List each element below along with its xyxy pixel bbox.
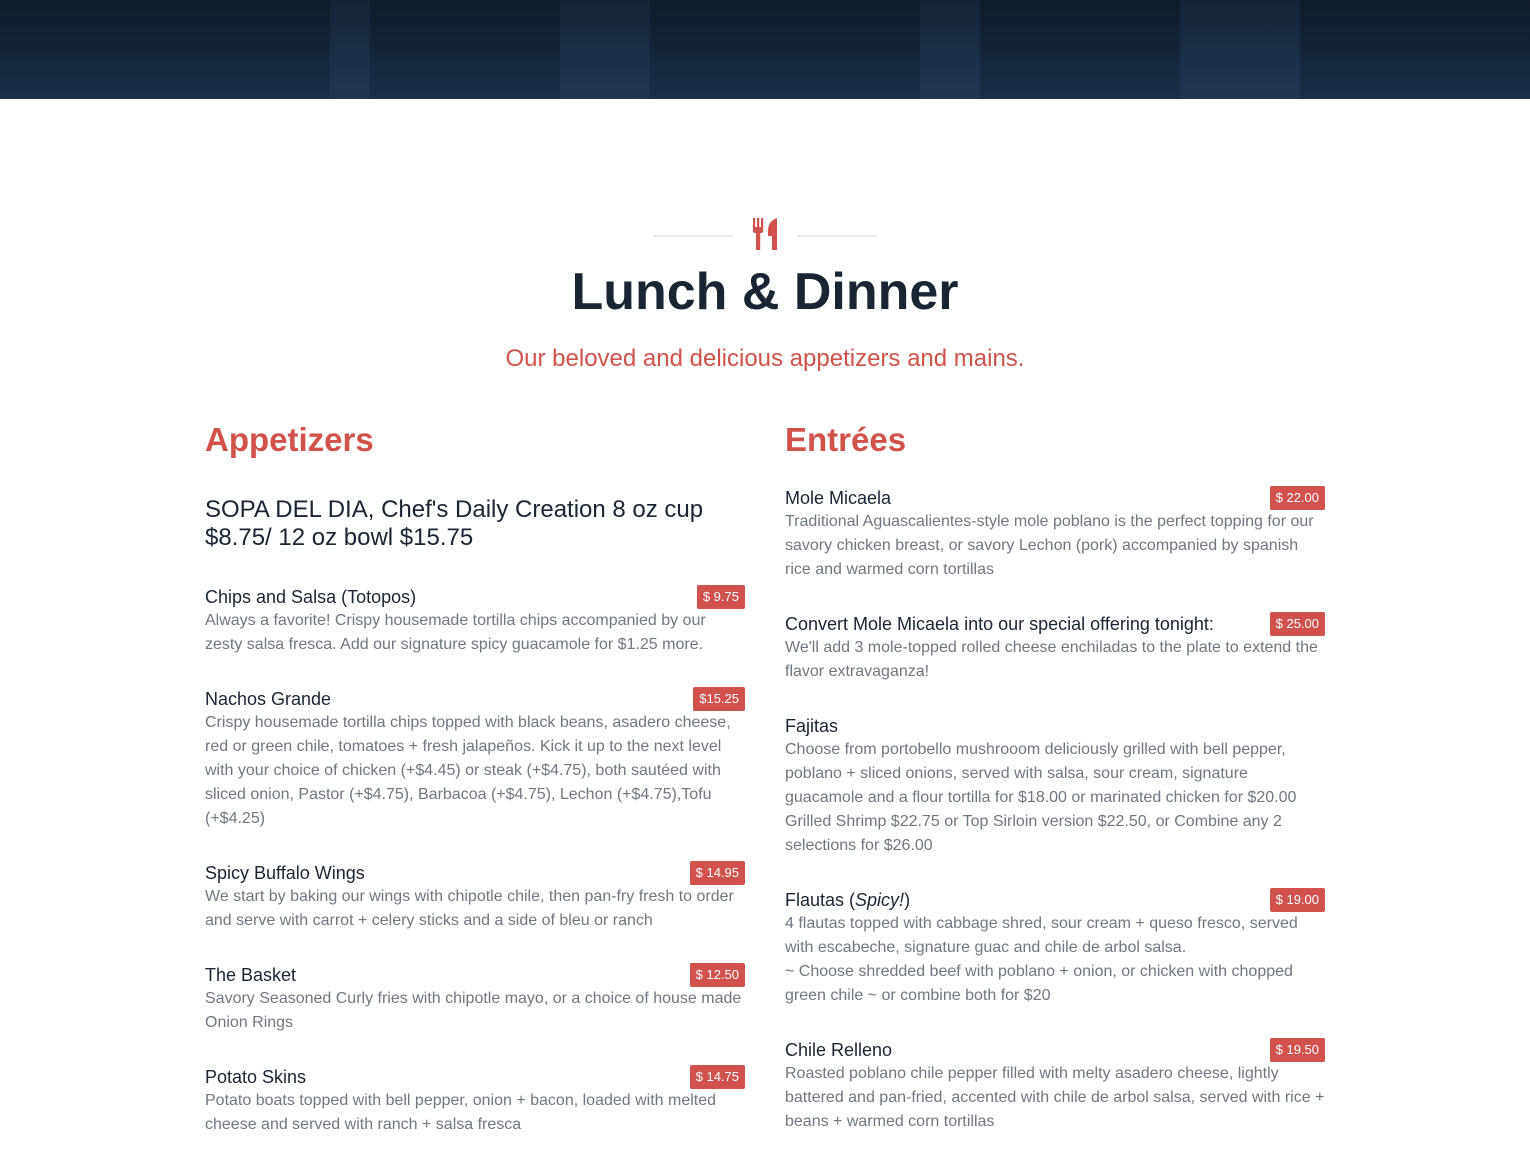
item-name: Fajitas [785, 716, 839, 736]
item-name: The Basket [205, 965, 297, 985]
price-badge: $ 19.00 [1270, 888, 1325, 912]
price-badge: $ 9.75 [697, 585, 745, 609]
divider-right [797, 235, 877, 237]
menu-item [785, 714, 1325, 858]
appetizers-heading: Appetizers [205, 421, 374, 458]
menu-item [205, 585, 745, 657]
hero-banner [0, 0, 1530, 99]
item-name: Potato Skins [205, 1067, 307, 1087]
divider-left [653, 235, 733, 237]
menu-item [205, 963, 745, 1035]
item-description: 4 flautas topped with cabbage shred, sour cream + queso fresco, served with escabeche, signature guac and chile de arbol salsa. [785, 915, 1298, 956]
item-description: We start by baking our wings with chipotle chile, then pan-fry fresh to order and serve with carrot + celery sticks and a side of bleu or ranch [205, 888, 734, 929]
item-description: Always a favorite! Crispy housemade tortilla chips accompanied by our zesty salsa fresca. Add our signature spicy guacamole for $1.25 more. [205, 612, 706, 653]
price-badge: $ 22.00 [1270, 486, 1325, 510]
menu-item [205, 861, 745, 933]
item-name: Flautas (Spicy!) [785, 890, 911, 910]
menu-item [785, 612, 1325, 684]
item-description: Roasted poblano chile pepper filled with melty asadero cheese, lightly battered and pan-fried, accented with chile de arbol salsa, served with rice + beans + warmed corn tortillas [785, 1065, 1325, 1130]
utensils-icon [751, 218, 779, 250]
menu-item [205, 1065, 745, 1137]
menu-item [205, 687, 745, 831]
item-description: Potato boats topped with bell pepper, onion + bacon, loaded with melted cheese and served with ranch + salsa fresca [205, 1092, 717, 1133]
page-subtitle: Our beloved and delicious appetizers and mains. [505, 345, 1025, 372]
price-badge: $ 25.00 [1270, 612, 1325, 636]
price-badge: $ 12.50 [690, 963, 745, 987]
item-name: Chile Relleno [785, 1040, 893, 1060]
appetizers-column [205, 420, 745, 1163]
entrees-heading: Entrées [785, 421, 907, 458]
item-name: Mole Micaela [785, 488, 892, 508]
item-name: Spicy Buffalo Wings [205, 863, 365, 883]
item-description: Traditional Aguascalientes-style mole poblano is the perfect topping for our savory chicken breast, or savory Lechon (pork) accompanied by spanish rice and warmed corn tortillas [785, 513, 1314, 578]
entrees-column [785, 420, 1325, 1163]
item-name: Nachos Grande [205, 689, 332, 709]
soup-of-the-day: SOPA DEL DIA, Chef's Daily Creation 8 oz cup $8.75/ 12 oz bowl $15.75 [205, 496, 704, 551]
price-badge: $ 14.95 [690, 861, 745, 885]
price-badge: $ 14.75 [690, 1065, 745, 1089]
item-name: Convert Mole Micaela into our special offering tonight: [785, 614, 1214, 634]
item-description: Savory Seasoned Curly fries with chipotle mayo, or a choice of house made Onion Rings [205, 990, 742, 1031]
spicy-emphasis: Spicy! [855, 890, 905, 910]
page-title: Lunch & Dinner [571, 263, 959, 321]
item-description: Choose from portobello mushrooom deliciously grilled with bell pepper, poblano + sliced onions, served with salsa, sour cream, signature guacamole and a flour tortilla for $18.00 or marinated chicken for $20.00 Grilled Shrimp $22.75 or Top Sirloin version $22.50, or Combine any 2 selections for $26.00 [785, 741, 1297, 854]
menu-item [785, 486, 1325, 582]
price-badge: $ 19.50 [1270, 1038, 1325, 1062]
menu-item [785, 888, 1325, 1008]
item-name: Chips and Salsa (Totopos) [205, 587, 417, 607]
price-badge: $15.25 [693, 687, 745, 711]
item-description-note: ~ Choose shredded beef with poblano + onion, or chicken with chopped green chile ~ or combine both for $20 [785, 963, 1293, 1004]
item-description: We'll add 3 mole-topped rolled cheese enchiladas to the plate to extend the flavor extravaganza! [785, 639, 1318, 680]
menu-item [785, 1038, 1325, 1134]
item-description: Crispy housemade tortilla chips topped with black beans, asadero cheese, red or green chile, tomatoes + fresh jalapeños. Kick it up to the next level with your choice of chicken (+$4.45) or steak (+$4.75), both sautéed with sliced onion, Pastor (+$4.75), Barbacoa (+$4.75), Lechon (+$4.75),Tofu (+$4.25) [205, 714, 731, 827]
